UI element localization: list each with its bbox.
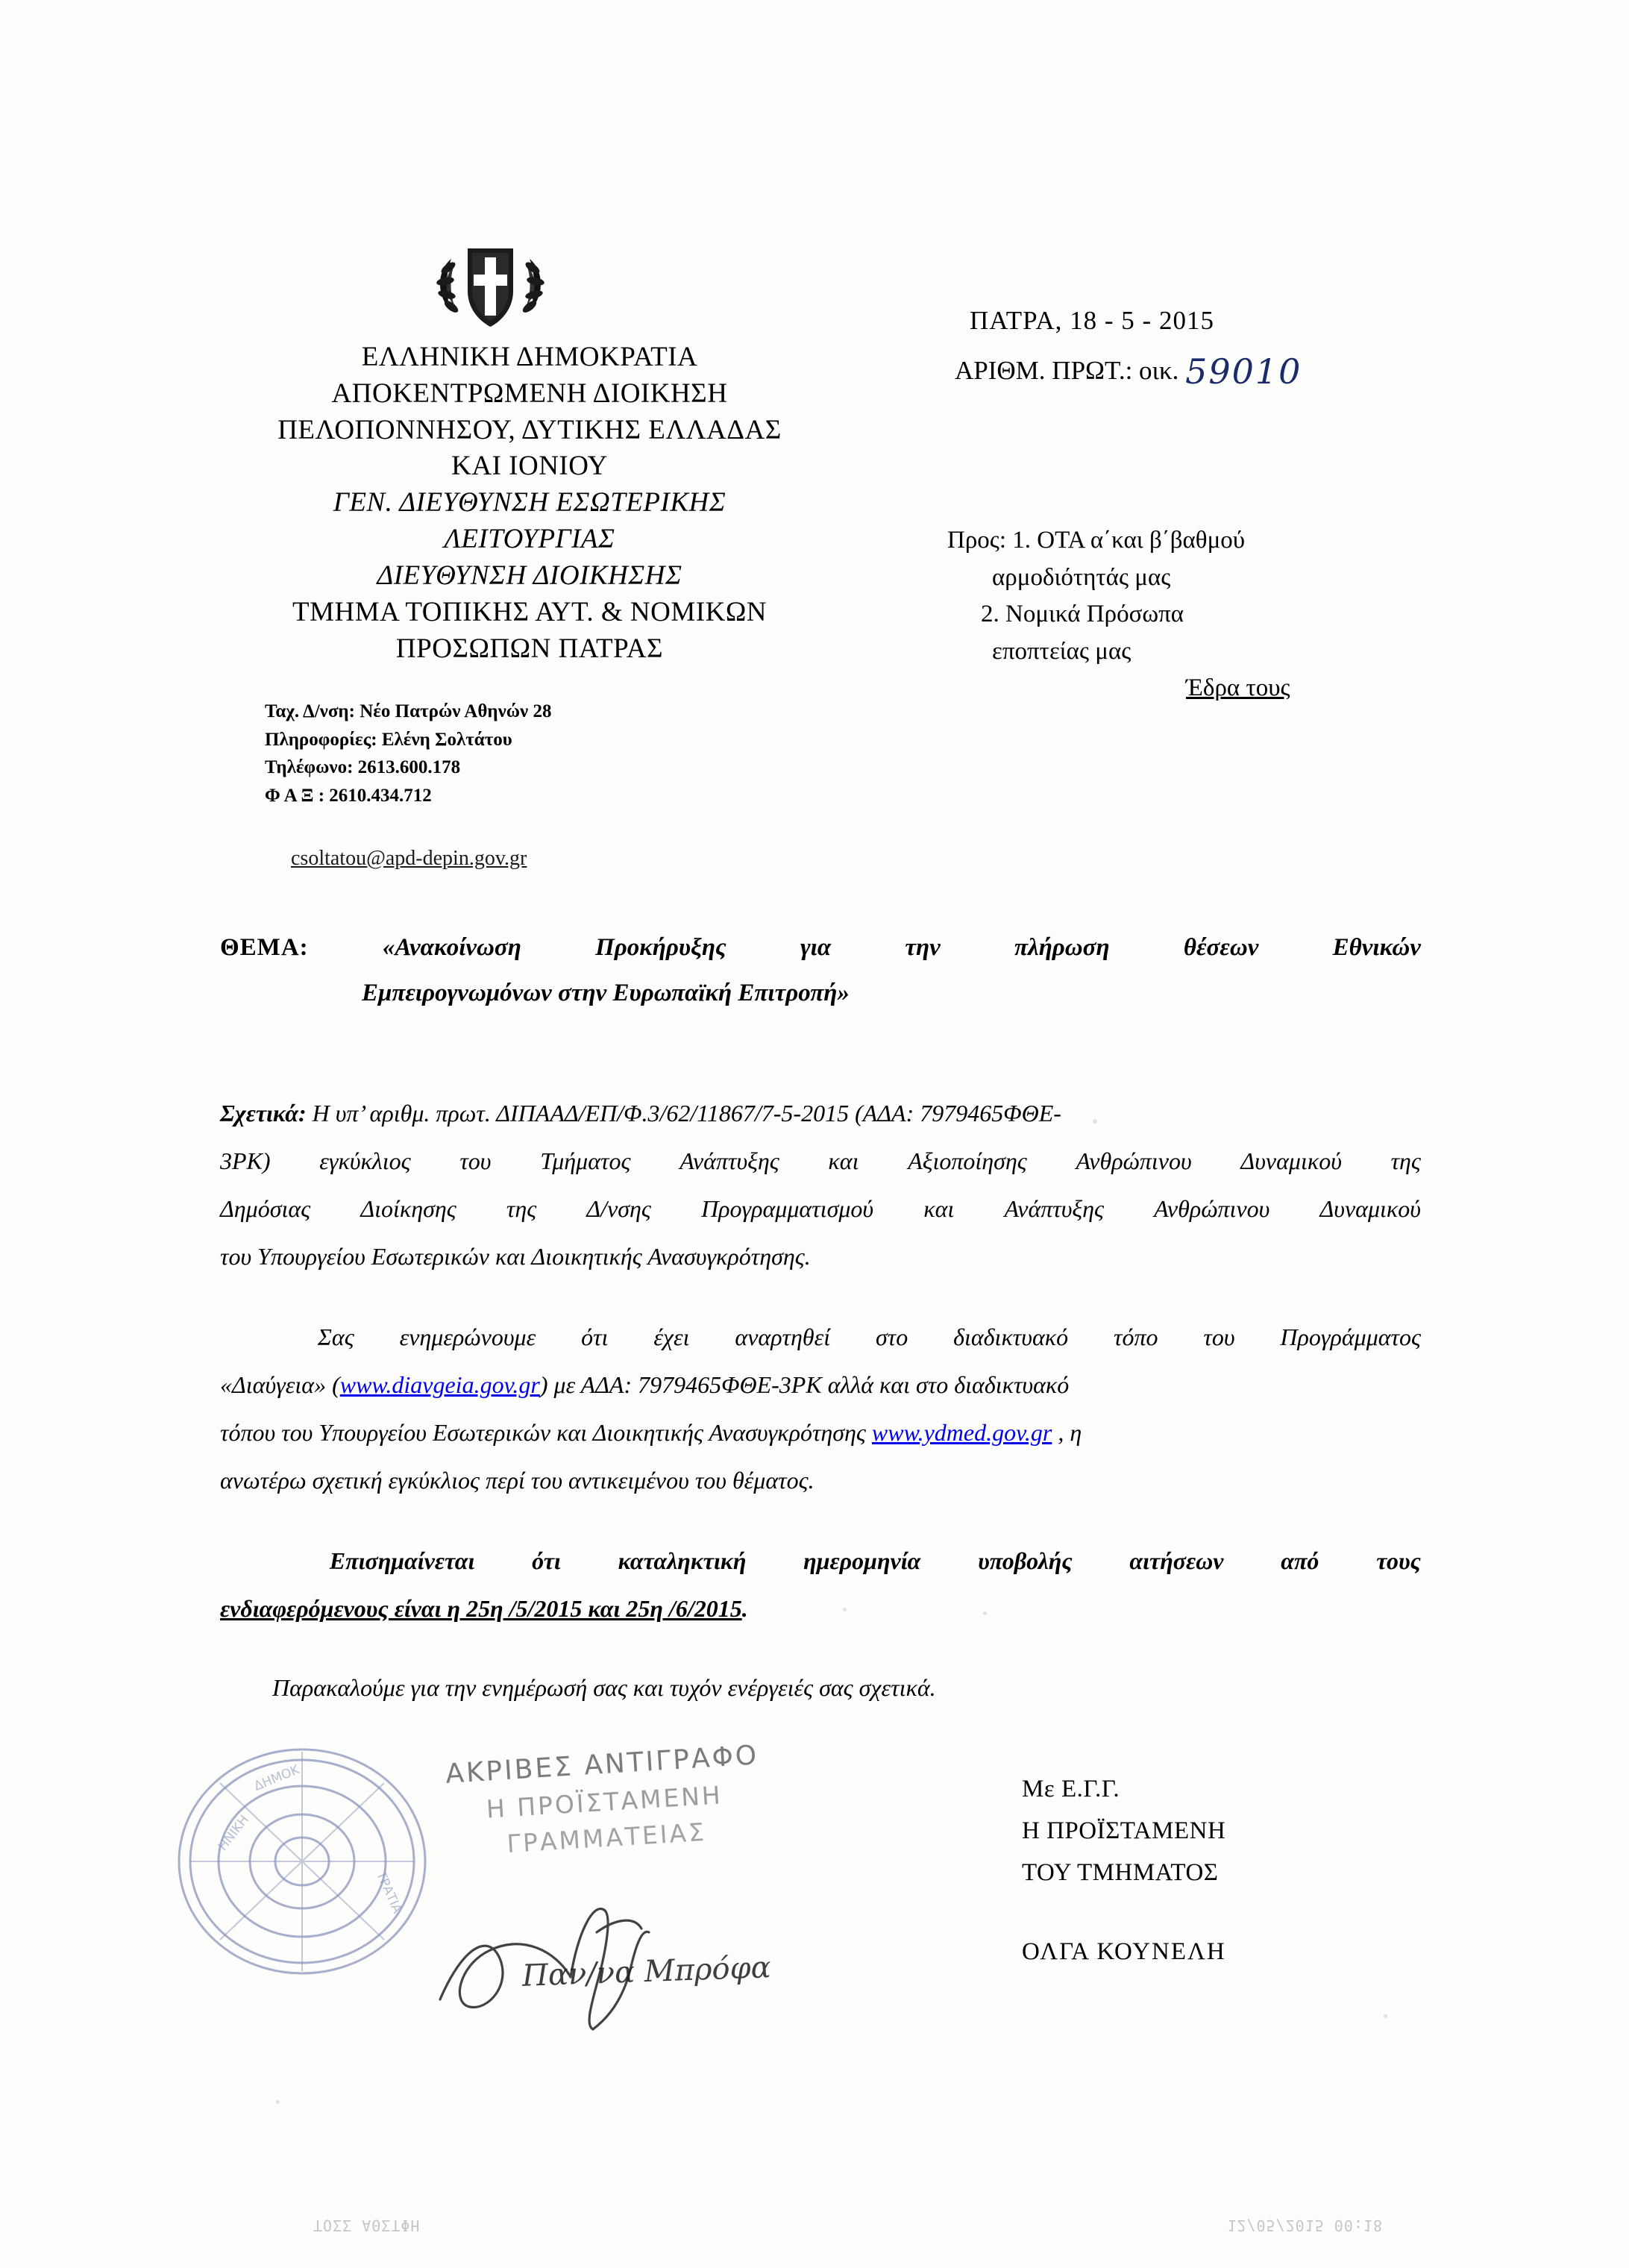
org-line-7: ΔΙΕΥΘΥΝΣΗ ΔΙΟΙΚΗΣΗΣ (377, 560, 682, 591)
svg-text:ΔΗΜΟΚ: ΔΗΜΟΚ (251, 1762, 302, 1794)
ref2-w2: εγκύκλιος (319, 1147, 411, 1174)
ref3-w8: Ανθρώπινου (1154, 1195, 1270, 1222)
reference-line-1 (220, 1089, 1421, 1137)
recipient-item-1-cont: αρμοδιότητάς μας (992, 563, 1171, 591)
information-paragraph (220, 1313, 1421, 1504)
reference-line-3 (220, 1185, 1421, 1232)
info-line-1 (220, 1313, 1421, 1361)
protocol-number-handwritten: 59010 (1185, 351, 1302, 392)
place-and-date: ΠΑΤΡΑ, 18 - 5 - 2015 (970, 306, 1214, 335)
recipients-row-1 (947, 522, 1290, 560)
info1-w10: Προγράμματος (1280, 1323, 1421, 1350)
ref2-w8: Ανθρώπινου (1076, 1147, 1192, 1174)
ref2-w6: και (828, 1147, 859, 1174)
hellenic-republic-emblem (429, 213, 552, 343)
note1-w4: ημερομηνία (803, 1547, 921, 1574)
ref2-w5: Ανάπτυξης (679, 1147, 779, 1174)
subject-line-2: Εμπειρογνωμόνων στην Ευρωπαϊκή Επιτροπή» (362, 980, 850, 1007)
info1-w6: στο (875, 1323, 908, 1350)
note-line-1 (220, 1537, 1421, 1585)
info-line-2 (220, 1361, 1421, 1409)
ref3-w5: Προγραμματισμού (701, 1195, 874, 1222)
info1-w9: του (1203, 1323, 1235, 1350)
subject-word-6: θέσεων (1183, 934, 1259, 961)
closing-paragraph (220, 1664, 1421, 1711)
ref2-w7: Αξιοποίησης (908, 1147, 1027, 1174)
subject-word-4: την (905, 934, 941, 961)
scan-speck (1384, 2014, 1387, 2018)
subject-label: ΘΕΜΑ: (220, 934, 309, 961)
signature-line-1: Με Ε.Γ.Γ. (1022, 1776, 1120, 1802)
info1-w8: τόπο (1113, 1323, 1158, 1350)
true-copy-line-3: ΓΡΑΜΜΑΤΕΙΑΣ (506, 1817, 707, 1859)
address-label: Ταχ. Δ/νση: (265, 701, 355, 721)
scan-speck (983, 1611, 987, 1615)
note1-w7: από (1281, 1547, 1319, 1574)
info-label: Πληροφορίες: (265, 729, 377, 750)
scan-artifact-left: ΤΟΣΣ ΑΘΣΤΦΗ (313, 2217, 421, 2234)
reference-line-4: του Υπουργείου Εσωτερικών και Διοικητικής Ανασυγκρότησης. (220, 1243, 811, 1270)
protocol-line (955, 347, 1302, 392)
ref2-w3: του (459, 1147, 492, 1174)
handwritten-name: Παν/να Μπρόφα (521, 1950, 772, 1993)
official-round-seal (160, 1738, 459, 1985)
ref3-w3: της (506, 1195, 537, 1222)
ref3-w2: Διοίκησης (360, 1195, 456, 1222)
fax-row (265, 782, 551, 810)
info3-pre: τόπου του Υπουργείου Εσωτερικών και Διοικητικής Ανασυγκρότησης (220, 1419, 872, 1446)
signature-line-2: Η ΠΡΟΪΣΤΑΜΕΝΗ (1022, 1817, 1226, 1845)
email-link[interactable]: csoltatou@apd-depin.gov.gr (291, 847, 527, 870)
ref3-w4: Δ/νσης (586, 1195, 651, 1222)
org-line-4: ΚΑΙ ΙΟΝΙΟΥ (451, 451, 608, 482)
diavgeia-link[interactable]: www.diavgeia.gov.gr (339, 1371, 540, 1398)
true-copy-stamp (445, 1736, 765, 1865)
note1-w5: υποβολής (978, 1547, 1073, 1574)
info1-w3: ότι (581, 1323, 609, 1350)
scan-speck (276, 2100, 280, 2104)
recipients-label: Προς: (947, 527, 1007, 554)
info2-pre: «Διαύγεια» ( (220, 1371, 340, 1398)
scan-artifact-right: 12/05/2015 00:18 (1227, 2217, 1383, 2234)
subject-word-3: για (800, 934, 832, 961)
note1-w3: καταληκτική (618, 1547, 747, 1574)
ref3-w6: και (923, 1195, 955, 1222)
svg-text:ΤΡΑΤΙΑ: ΤΡΑΤΙΑ (373, 1869, 405, 1916)
subject-block (220, 925, 1421, 1016)
scan-speck (843, 1608, 847, 1611)
note1-w6: αιτήσεων (1129, 1547, 1224, 1574)
note1-w1: Επισημαίνεται (329, 1547, 475, 1574)
ref2-w1: 3ΡΚ) (220, 1147, 271, 1174)
phone-label: Τηλέφωνο: (265, 757, 354, 777)
info3-post: , η (1052, 1419, 1082, 1446)
note2-dates: 25η /5/2015 και 25η /6/2015 (466, 1595, 742, 1622)
fax-value: 2610.434.712 (329, 785, 432, 806)
address-value: Νέο Πατρών Αθηνών 28 (360, 701, 552, 721)
info-value: Ελένη Σολτάτου (381, 729, 512, 750)
signature-line-3: ΤΟΥ ΤΜΗΜΑΤΟΣ (1022, 1859, 1219, 1887)
org-line-3: ΠΕΛΟΠΟΝΝΗΣΟΥ, ΔΥΤΙΚΗΣ ΕΛΛΑΔΑΣ (277, 414, 782, 445)
reference-paragraph (220, 1089, 1421, 1280)
info1-w1: Σας (317, 1323, 354, 1350)
ref3-w9: Δυναμικού (1319, 1195, 1421, 1222)
info-line-4: ανωτέρω σχετική εγκύκλιος περί του αντικειμένου του θέματος. (220, 1467, 814, 1494)
reference-line-2 (220, 1137, 1421, 1185)
signature-block (1022, 1768, 1226, 1973)
info2-post: ) με ΑΔΑ: 7979465ΦΘΕ-3ΡΚ αλλά και στο διαδικτυακό (539, 1371, 1070, 1398)
recipient-item-2: 2. Νομικά Πρόσωπα (981, 601, 1184, 627)
address-row (265, 698, 551, 726)
phone-row (265, 754, 551, 782)
ref2-w10: της (1390, 1147, 1421, 1174)
reference-line-1-text: Η υπ’ αριθμ. πρωτ. ΔΙΠΑΑΔ/ΕΠ/Φ.3/62/11867/7-5-2015 (ΑΔΑ: 7979465ΦΘΕ- (312, 1100, 1061, 1127)
org-line-8: ΤΜΗΜΑ ΤΟΠΙΚΗΣ ΑΥΤ. & ΝΟΜΙΚΩΝ (292, 596, 768, 627)
note2-post: . (741, 1595, 748, 1622)
protocol-label: ΑΡΙΘΜ. ΠΡΩΤ.: οικ. (955, 356, 1179, 385)
subject-word-7: Εθνικών (1332, 934, 1421, 961)
org-line-6: ΛΕΙΤΟΥΡΓΙΑΣ (444, 524, 615, 555)
org-line-5: ΓΕΝ. ΔΙΕΥΘΥΝΣΗ ΕΣΩΤΕΡΙΚΗΣ (333, 487, 726, 519)
note1-w2: ότι (532, 1547, 561, 1574)
true-copy-line-2: Η ΠΡΟΪΣΤΑΜΕΝΗ (485, 1780, 724, 1824)
deadline-note-paragraph (220, 1537, 1421, 1632)
subject-line-1 (220, 925, 1421, 971)
contact-block (265, 698, 551, 809)
info1-w5: αναρτηθεί (735, 1323, 831, 1350)
subject-word-5: πλήρωση (1014, 934, 1110, 961)
true-copy-line-1: ΑΚΡΙΒΕΣ ΑΝΤΙΓΡΑΦΟ (445, 1740, 760, 1790)
signatory-name: ΟΛΓΑ ΚΟΥΝΕΛΗ (1022, 1938, 1226, 1966)
subject-word-2: Προκήρυξης (595, 934, 726, 961)
info-line-3 (220, 1409, 1421, 1456)
phone-value: 2613.600.178 (357, 757, 461, 777)
organization-header (224, 339, 835, 667)
note2-pre: ενδιαφερόμενους είναι η (220, 1595, 467, 1622)
info1-w4: έχει (653, 1323, 690, 1350)
recipient-item-2-cont: εποπτείας μας (992, 637, 1131, 665)
svg-text:ΗΝΙΚΗ: ΗΝΙΚΗ (215, 1812, 252, 1854)
ref2-w9: Δυναμικού (1240, 1147, 1342, 1174)
fax-label: Φ Α Ξ : (265, 785, 325, 806)
org-line-1: ΕΛΛΗΝΙΚΗ ΔΗΜΟΚΡΑΤΙΑ (361, 342, 698, 372)
note-line-2 (220, 1585, 1421, 1632)
ref3-w7: Ανάπτυξης (1004, 1195, 1104, 1222)
info-row (265, 726, 551, 754)
subject-word-1: «Ανακοίνωση (382, 934, 521, 961)
scan-speck (1093, 1119, 1097, 1124)
org-line-9: ΠΡΟΣΩΠΩΝ ΠΑΤΡΑΣ (395, 633, 664, 664)
recipient-item-1: 1. ΟΤΑ α΄και β΄βαθμού (1012, 527, 1246, 554)
ref2-w4: Τμήματος (540, 1147, 631, 1174)
info1-w2: ενημερώνουμε (399, 1323, 536, 1350)
org-line-2: ΑΠΟΚΕΝΤΡΩΜΕΝΗ ΔΙΟΙΚΗΣΗ (331, 378, 728, 409)
ref3-w1: Δημόσιας (220, 1195, 311, 1222)
ydmed-link[interactable]: www.ydmed.gov.gr (871, 1419, 1052, 1446)
recipients-block (947, 522, 1290, 707)
info1-w7: διαδικτυακό (953, 1323, 1069, 1350)
recipient-seat: Έδρα τους (1186, 674, 1290, 701)
closing-text: Παρακαλούμε για την ενημέρωσή σας και τυχόν ενέργειές σας σχετικά. (272, 1674, 936, 1701)
note1-w8: τους (1376, 1547, 1421, 1574)
reference-label: Σχετικά: (220, 1100, 307, 1127)
